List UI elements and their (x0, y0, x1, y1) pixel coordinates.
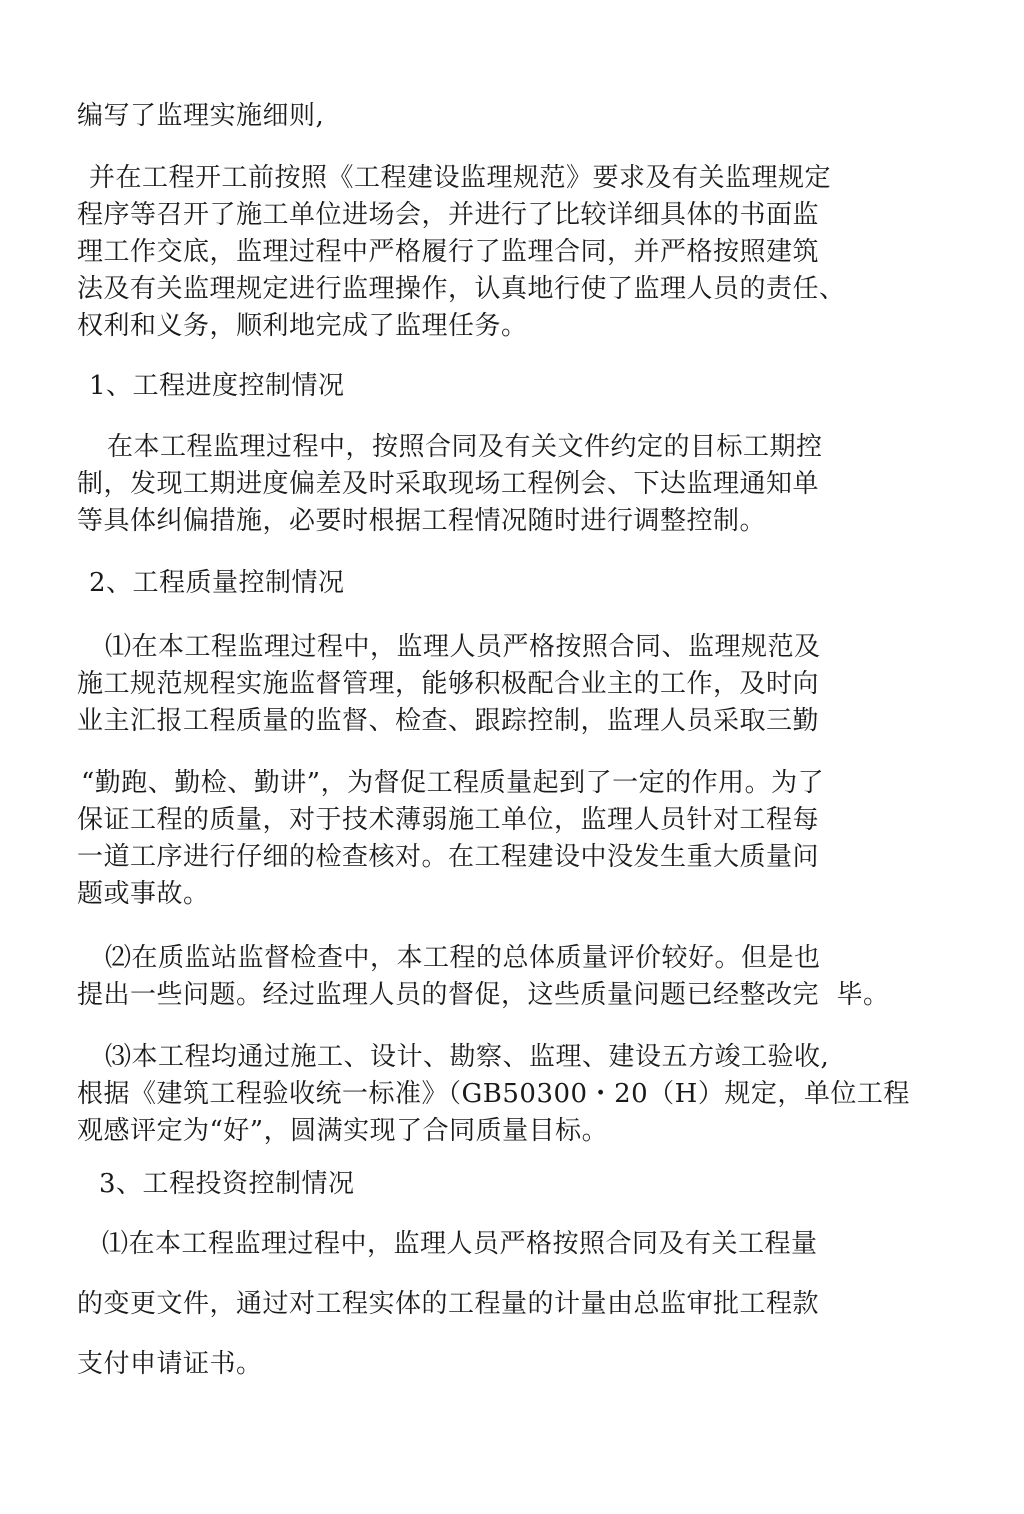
section-heading: 3、工程投资控制情况 (99, 1169, 355, 1199)
text-line: 提出一些问题。经过监理人员的督促，这些质量问题已经整改完 毕。 (77, 980, 890, 1010)
text-line: 观感评定为“好”，圆满实现了合同质量目标。 (77, 1116, 609, 1146)
text-line: 程序等召开了施工单位进场会，并进行了比较详细具体的书面监 (77, 200, 820, 230)
section-heading: 2、工程质量控制情况 (89, 568, 345, 598)
text-line: 权利和义务，顺利地完成了监理任务。 (77, 311, 528, 341)
text-line: 制，发现工期进度偏差及时采取现场工程例会、下达监理通知单 (77, 469, 820, 499)
text-line: ⑴在本工程监理过程中，监理人员严格按照合同及有关工程量 (102, 1229, 818, 1259)
text-line: 根据《建筑工程验收统一标准》（GB50300・20（H）规定，单位工程 (77, 1079, 910, 1109)
text-line: 在本工程监理过程中，按照合同及有关文件约定的目标工期控 (107, 432, 823, 462)
text-line: 并在工程开工前按照《工程建设监理规范》要求及有关监理规定 (89, 163, 832, 193)
text-line: 支付申请证书。 (77, 1349, 263, 1379)
text-line: 理工作交底，监理过程中严格履行了监理合同，并严格按照建筑 (77, 237, 820, 267)
text-line: 的变更文件，通过对工程实体的工程量的计量由总监审批工程款 (77, 1289, 820, 1319)
text-line: 等具体纠偏措施，必要时根据工程情况随时进行调整控制。 (77, 506, 767, 536)
text-line: 保证工程的质量，对于技术薄弱施工单位，监理人员针对工程每 (77, 805, 820, 835)
section-heading: 1、工程进度控制情况 (89, 371, 345, 401)
text-line: 题或事故。 (77, 879, 210, 909)
text-line: ⑵在质监站监督检查中，本工程的总体质量评价较好。但是也 (105, 943, 821, 973)
text-line: 业主汇报工程质量的监督、检查、跟踪控制，监理人员采取三勤 (77, 706, 820, 736)
text-line: 施工规范规程实施监督管理，能够积极配合业主的工作，及时向 (77, 669, 820, 699)
text-line: ⑴在本工程监理过程中，监理人员严格按照合同、监理规范及 (105, 632, 821, 662)
text-line: “勤跑、勤检、勤讲”，为督促工程质量起到了一定的作用。为了 (81, 768, 825, 798)
text-line: ⑶本工程均通过施工、设计、勘察、监理、建设五方竣工验收, (105, 1042, 830, 1072)
text-line: 一道工序进行仔细的检查核对。在工程建设中没发生重大质量问 (77, 842, 820, 872)
text-line: 法及有关监理规定进行监理操作，认真地行使了监理人员的责任、 (77, 274, 846, 304)
text-line: 编写了监理实施细则, (77, 101, 325, 131)
